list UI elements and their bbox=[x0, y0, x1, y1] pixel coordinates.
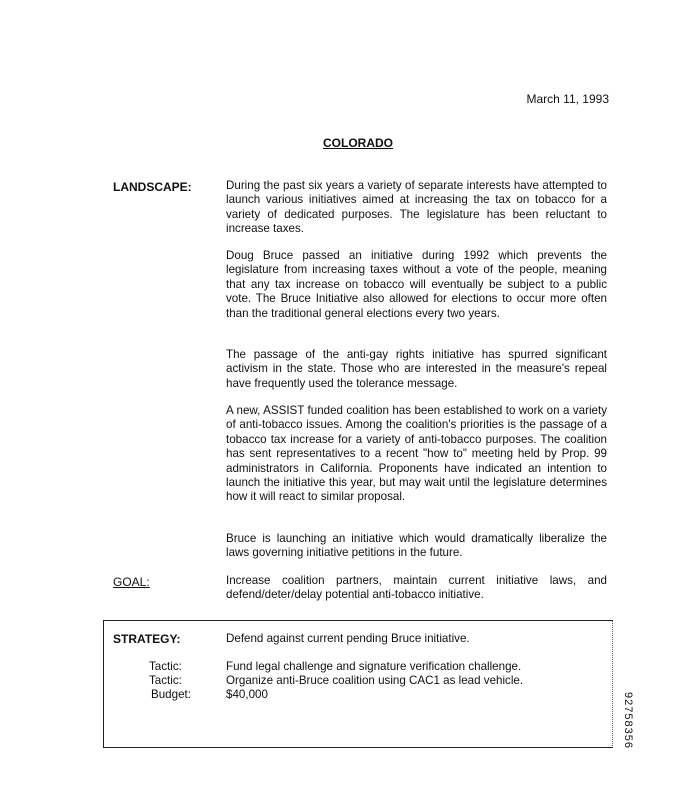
tactic-value: Fund legal challenge and signature verification challenge. bbox=[226, 660, 522, 673]
tactic-value: Organize anti-Bruce coalition using CAC1 as lead vehicle. bbox=[226, 674, 524, 687]
landscape-paragraph-2: Doug Bruce passed an initiative during 1992 which prevents the legislature from increasing taxes without a vote of the people, meaning that any tax increase on tobacco will eventually be subject to a public vote. The Bruce Initiative also allowed for elections to occur more often than the traditional general elections every two years. bbox=[226, 249, 607, 320]
strategy-label: STRATEGY: bbox=[113, 632, 181, 646]
landscape-paragraph-5: Bruce is launching an initiative which would dramatically liberalize the laws governing initiative petitions in the future. bbox=[226, 532, 607, 560]
goal-label: GOAL: bbox=[113, 575, 150, 589]
strategy-box bbox=[103, 620, 613, 748]
document-bates-number: 92758356 bbox=[622, 692, 634, 749]
budget-label: Budget: bbox=[151, 688, 191, 701]
landscape-label: LANDSCAPE: bbox=[113, 180, 192, 194]
document-title: COLORADO bbox=[323, 136, 393, 150]
strategy-text: Defend against current pending Bruce initiative. bbox=[226, 632, 470, 645]
landscape-paragraph-1: During the past six years a variety of separate interests have attempted to launch various initiatives aimed at increasing the tax on tobacco for a variety of dedicated purposes. The legislature has been reluctant to increase taxes. bbox=[226, 179, 607, 236]
budget-value: $40,000 bbox=[226, 688, 268, 701]
goal-text: Increase coalition partners, maintain current initiative laws, and defend/deter/delay potential anti-tobacco initiative. bbox=[226, 574, 607, 602]
document-date: March 11, 1993 bbox=[526, 92, 609, 106]
tactic-label: Tactic: bbox=[149, 660, 182, 673]
tactic-label: Tactic: bbox=[149, 674, 182, 687]
landscape-paragraph-3: The passage of the anti-gay rights initiative has spurred significant activism in the state. Those who are interested in the measure's repeal have frequently used the tolerance message. bbox=[226, 348, 607, 390]
landscape-paragraph-4: A new, ASSIST funded coalition has been established to work on a variety of anti-tobacco issues. Among the coalition's priorities is the passage of a tobacco tax increase for a variety of anti-tobacco purposes. The coalition has sent representatives to a recent "how to" meeting held by Prop. 99 administrators in California. Proponents have indicated an intention to launch the initiative this year, but may wait until the legislature determines how it will react to similar proposal. bbox=[226, 404, 607, 504]
